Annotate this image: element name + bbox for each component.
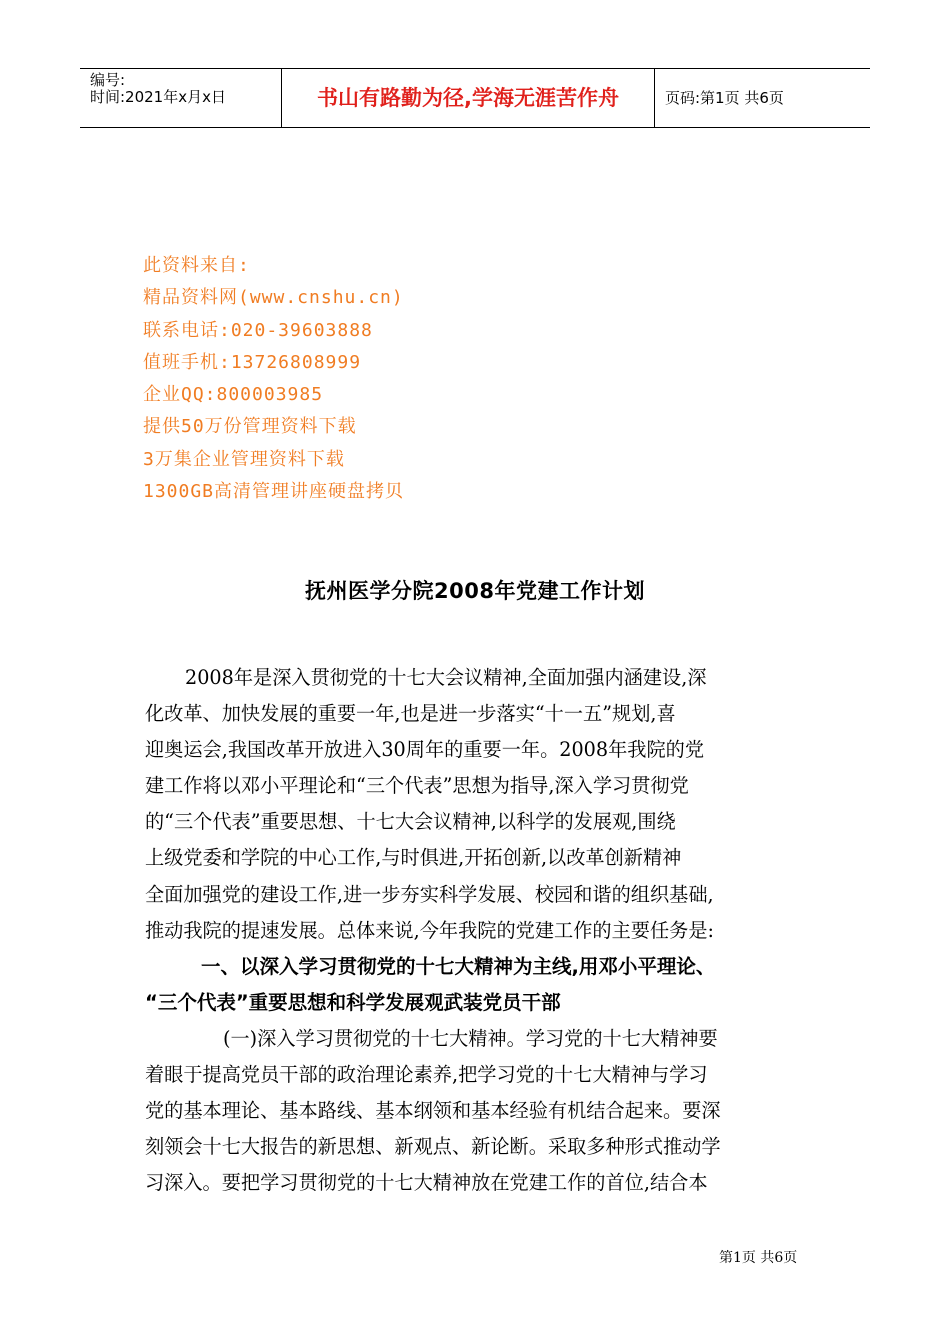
section-heading-line: 一、以深入学习贯彻党的十七大精神为主线,用邓小平理论、 bbox=[201, 954, 716, 978]
page-footer: 第1页 共6页 bbox=[719, 1250, 798, 1266]
subsection-line: 刻领会十七大报告的新思想、新观点、新论断。采取多种形式推动学 bbox=[145, 1135, 721, 1159]
header-motto: 书山有路勤为径,学海无涯苦作舟 bbox=[282, 69, 655, 127]
subsection-line: 党的基本理论、基本路线、基本纲领和基本经验有机结合起来。要深 bbox=[145, 1099, 721, 1123]
source-line: 提供50万份管理资料下载 bbox=[143, 416, 357, 438]
source-line: 3万集企业管理资料下载 bbox=[143, 448, 345, 470]
section-heading-line: “三个代表”重要思想和科学发展观武装党员干部 bbox=[145, 990, 561, 1014]
source-line: 值班手机:13726808999 bbox=[143, 351, 362, 373]
document-title: 抚州医学分院2008年党建工作计划 bbox=[305, 579, 645, 603]
page-header bbox=[80, 68, 870, 128]
source-line: 企业QQ:800003985 bbox=[143, 384, 324, 406]
intro-line: 迎奥运会,我国改革开放进入30周年的重要一年。2008年我院的党 bbox=[145, 738, 705, 762]
intro-line: 的“三个代表”重要思想、十七大会议精神,以科学的发展观,围绕 bbox=[145, 810, 676, 834]
intro-line: 化改革、加快发展的重要一年,也是进一步落实“十一五”规划,喜 bbox=[145, 702, 676, 726]
header-page-info: 页码:第1页 共6页 bbox=[665, 89, 784, 107]
source-line: 精品资料网(www.cnshu.cn) bbox=[143, 287, 404, 309]
serial-label: 编号: bbox=[90, 71, 126, 89]
intro-line: 全面加强党的建设工作,进一步夯实科学发展、校园和谐的组织基础, bbox=[145, 882, 714, 906]
intro-line: 建工作将以邓小平理论和“三个代表”思想为指导,深入学习贯彻党 bbox=[145, 774, 689, 798]
intro-line: 上级党委和学院的中心工作,与时俱进,开拓创新,以改革创新精神 bbox=[145, 846, 682, 870]
subsection-line: (一)深入学习贯彻党的十七大精神。学习党的十七大精神要 bbox=[223, 1026, 718, 1050]
source-line: 联系电话:020-39603888 bbox=[143, 319, 373, 341]
intro-line: 2008年是深入贯彻党的十七大会议精神,全面加强内涵建设,深 bbox=[185, 666, 707, 689]
document-body bbox=[145, 660, 810, 1201]
source-info-block bbox=[143, 250, 404, 508]
source-line: 1300GB高清管理讲座硬盘拷贝 bbox=[143, 481, 405, 503]
subsection-line: 习深入。要把学习贯彻党的十七大精神放在党建工作的首位,结合本 bbox=[145, 1171, 708, 1195]
intro-line: 推动我院的提速发展。总体来说,今年我院的党建工作的主要任务是: bbox=[145, 918, 714, 942]
subsection-line: 着眼于提高党员干部的政治理论素养,把学习党的十七大精神与学习 bbox=[145, 1063, 708, 1087]
time-label: 时间:2021年x月x日 bbox=[90, 88, 226, 106]
header-meta-cell bbox=[80, 69, 282, 127]
source-line: 此资料来自: bbox=[143, 255, 250, 276]
